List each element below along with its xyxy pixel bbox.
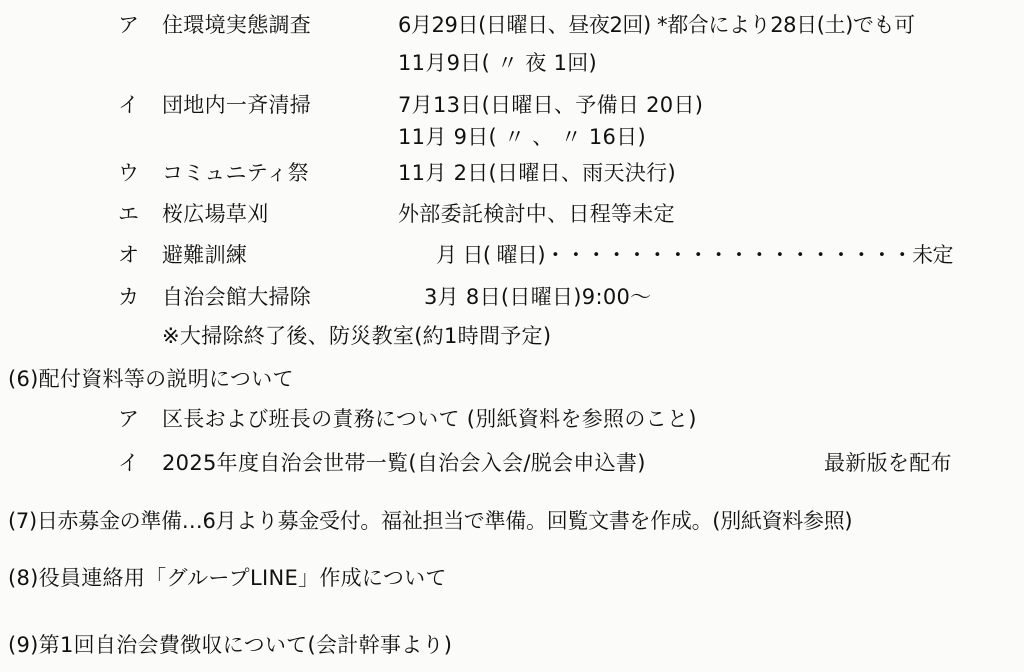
item-mark: イ bbox=[118, 451, 140, 475]
section-8: (8)役員連絡用「グループLINE」作成について bbox=[8, 566, 447, 590]
item-detail: 月 日( 曜日)・・・・・・・・・・・・・・・・・・未定 bbox=[436, 243, 953, 267]
item-name: コミュニティ祭 bbox=[162, 161, 309, 185]
item-detail: 11月 2日(日曜日、雨天決行) bbox=[398, 161, 676, 185]
item-mark: ア bbox=[118, 13, 140, 37]
item-detail: 7月13日(日曜日、予備日 20日) bbox=[398, 93, 704, 117]
section-6-heading: (6)配付資料等の説明について bbox=[8, 367, 294, 391]
item-mark: ア bbox=[118, 407, 140, 431]
item-mark: オ bbox=[118, 243, 140, 267]
section-9: (9)第1回自治会費徴収について(会計幹事より) bbox=[8, 633, 453, 657]
item-mark: カ bbox=[118, 285, 140, 309]
section-7: (7)日赤募金の準備…6月より募金受付。福祉担当で準備。回覧文書を作成。(別紙資料参照) bbox=[8, 509, 853, 533]
item-detail: 11月 9日( 〃 、 〃 16日) bbox=[398, 125, 646, 149]
item-name: 避難訓練 bbox=[162, 243, 248, 267]
item-name: 桜広場草刈 bbox=[162, 202, 269, 226]
item-mark: ウ bbox=[118, 161, 140, 185]
item-name: 団地内一斉清掃 bbox=[162, 93, 312, 117]
item-detail: 11月9日( 〃 夜 1回) bbox=[398, 51, 598, 75]
cleanup-note: ※大掃除終了後、防災教室(約1時間予定) bbox=[162, 324, 552, 348]
item-detail: 6月29日(日曜日、昼夜2回) *都合により28日(土)でも可 bbox=[398, 13, 915, 37]
item-name: 自治会館大掃除 bbox=[162, 285, 312, 309]
item-note: 最新版を配布 bbox=[824, 451, 952, 475]
item-detail: 3月 8日(日曜日)9:00〜 bbox=[424, 285, 652, 309]
item-detail: 外部委託検討中、日程等未定 bbox=[398, 202, 675, 226]
item-mark: イ bbox=[118, 93, 140, 117]
item-text: 区長および班長の責務について (別紙資料を参照のこと) bbox=[162, 407, 697, 431]
item-text: 2025年度自治会世帯一覧(自治会入会/脱会申込書) bbox=[162, 451, 646, 475]
item-mark: エ bbox=[118, 202, 140, 226]
item-name: 住環境実態調査 bbox=[162, 13, 312, 37]
